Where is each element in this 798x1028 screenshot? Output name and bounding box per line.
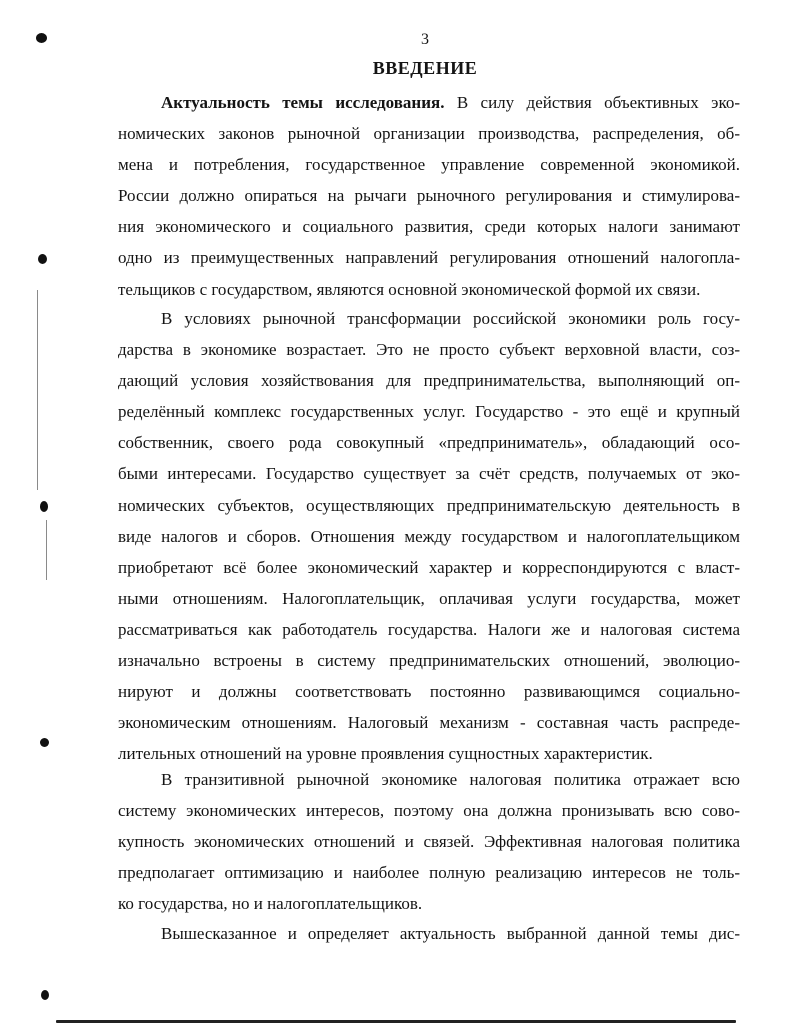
text-line: номических субъектов, осуществляющих предпринимательскую деятельность в [118, 495, 740, 515]
scan-dot [38, 254, 47, 264]
text-line: ния экономического и социального развития, среди которых налоги занимают [118, 217, 740, 237]
text-line: ными отношениям. Налогоплательщик, оплачивая услуги государства, может [118, 588, 740, 608]
text-line: мена и потребления, государственное управление современной экономикой. [118, 155, 740, 175]
text-line: предполагает оптимизацию и наиболее полную реализацию интересов не толь- [118, 863, 740, 883]
text-line: одно из преимущественных направлений регулирования отношений налогопла- [118, 248, 740, 268]
paragraph-4 [118, 918, 740, 949]
page-number: 3 [421, 31, 429, 48]
text-line: экономическим отношениям. Налоговый механизм - составная часть распреде- [118, 713, 740, 733]
text-line: приобретают всё более экономический характер и корреспондируются с власт- [118, 557, 740, 577]
text-line: дающий условия хозяйствования для предпринимательства, выполняющий оп- [118, 371, 740, 391]
paragraph-3 [118, 764, 740, 919]
text-line: изначально встроены в систему предпринимательских отношений, эволюцио- [118, 651, 740, 671]
paragraph-2 [118, 303, 740, 769]
text-line: собственник, своего рода совокупный «предприниматель», обладающий осо- [118, 433, 740, 453]
text-line: Вышесказанное и определяет актуальность выбранной данной темы дис- [161, 924, 740, 943]
text-fragment: В силу действия объективных эко- [444, 93, 740, 112]
text-line: виде налогов и сборов. Отношения между государством и налогоплательщиком [118, 526, 740, 546]
page-title: ВВЕДЕНИЕ [372, 58, 478, 78]
text-line: купность экономических отношений и связей. Эффективная налоговая политика [118, 832, 740, 852]
text-line: рассматриваться как работодатель государства. Налоги же и налоговая система [118, 619, 740, 639]
lead-phrase: Актуальность темы исследования. [161, 93, 445, 112]
text-line: нируют и должны соответствовать постоянно развивающимся социально- [118, 682, 740, 702]
text-line: номических законов рыночной организации производства, распределения, об- [118, 124, 740, 144]
text-line: ределённый комплекс государственных услуг. Государство - это ещё и крупный [118, 402, 740, 422]
scan-edge-line [37, 290, 38, 490]
text-line: тельщиков с государством, являются основной экономической формой их связи. [118, 279, 701, 299]
text-line: лительных отношений на уровне проявления сущностных характеристик. [118, 744, 653, 764]
text-line: систему экономических интересов, поэтому она должна пронизывать всю сово- [118, 801, 740, 821]
scan-dot [40, 501, 48, 512]
text-line: быми интересами. Государство существует за счёт средств, получаемых от эко- [118, 464, 740, 484]
text-line: России должно опираться на рычаги рыночного регулирования и стимулирова- [118, 186, 740, 206]
text-line: ко государства, но и налогоплательщиков. [118, 894, 423, 914]
scan-dot [40, 738, 49, 747]
text-line: дарства в экономике возрастает. Это не просто субъект верховной власти, соз- [118, 340, 740, 360]
paragraph-1 [118, 87, 740, 305]
text-line: В транзитивной рыночной экономике налоговая политика отражает всю [161, 770, 740, 789]
scan-dot [41, 990, 49, 1000]
scan-edge-line [46, 520, 47, 580]
text-line [118, 87, 740, 118]
bottom-scan-rule [56, 1020, 736, 1023]
text-line: В условиях рыночной трансформации российской экономики роль госу- [161, 309, 740, 328]
